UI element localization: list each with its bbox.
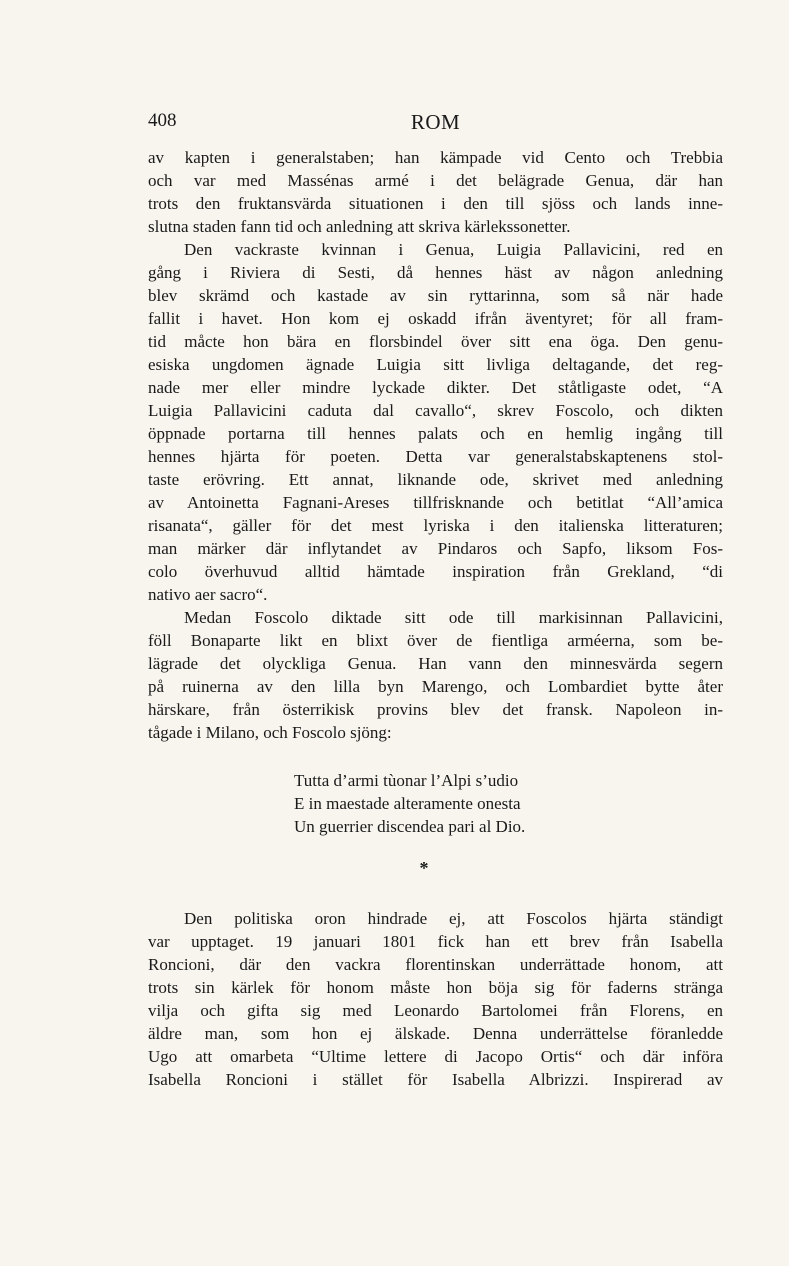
page-number: 408 [148, 110, 177, 131]
verse-line: E in maestade alteramente onesta [294, 794, 521, 813]
verse-line: Un guerrier discendea pari al Dio. [294, 817, 526, 836]
text-line: vilja och gifta sig med Leonardo Bartolomei från Florens, en [148, 1001, 723, 1020]
text-line: slutna staden fann tid och anledning att skriva kärlekssonetter. [148, 217, 571, 236]
text-line: och var med Massénas armé i det belägrade Genua, där han [148, 171, 723, 190]
text-line: risanata“, gäller för det mest lyriska i den italienska litteraturen; [148, 516, 723, 535]
text-line: Ugo att omarbeta “Ultime lettere di Jacopo Ortis“ och där införa [148, 1047, 723, 1066]
text-line: hennes hjärta för poeten. Detta var generalstabskaptenens stol- [148, 447, 723, 466]
paragraph-3 [148, 606, 723, 744]
text-line: blev skrämd och kastade av sin ryttarinna, som så när hade [148, 286, 723, 305]
text-line: tid måcte hon bära en florsbindel över sitt ena öga. Den genu- [148, 332, 723, 351]
text-line: föll Bonaparte likt en blixt över de fientliga arméerna, som be- [148, 631, 723, 650]
text-line: äldre man, som hon ej älskade. Denna underrättelse föranledde [148, 1024, 723, 1043]
text-line: Isabella Roncioni i stället för Isabella Albrizzi. Inspirerad av [148, 1070, 723, 1089]
text-line: Luigia Pallavicini caduta dal cavallo“, skrev Foscolo, och dikten [148, 401, 723, 420]
text-line: tågade i Milano, och Foscolo sjöng: [148, 723, 392, 742]
text-line: Roncioni, där den vackra florentinskan underrättade honom, att [148, 955, 723, 974]
text-line: öppnade portarna till hennes palats och en hemlig ingång till [148, 424, 723, 443]
text-line: trots sin kärlek för honom måste hon böja sig för faderns stränga [148, 978, 723, 997]
text-line: var upptaget. 19 januari 1801 fick han ett brev från Isabella [148, 932, 723, 951]
text-line: colo överhuvud alltid hämtade inspiration från Grekland, “di [148, 562, 723, 581]
text-line: härskare, från österrikisk provins blev det fransk. Napoleon in- [148, 700, 723, 719]
paragraph-2 [148, 238, 723, 606]
section-separator: * [419, 858, 429, 878]
text-line: nade mer eller mindre lyckade dikter. Det ståtligaste odet, “A [148, 378, 723, 397]
text-line: man märker där inflytandet av Pindaros och Sapfo, liksom Fos- [148, 539, 723, 558]
verse-quote [294, 769, 525, 838]
page-header [148, 110, 723, 134]
text-line: av kapten i generalstaben; han kämpade vid Cento och Trebbia [148, 148, 723, 167]
paragraph-1 [148, 146, 723, 238]
text-line: på ruinerna av den lilla byn Marengo, och Lombardiet bytte åter [148, 677, 723, 696]
verse-line: Tutta d’armi tùonar l’Alpi s’udio [294, 771, 519, 790]
text-line: gång i Riviera di Sesti, då hennes häst av någon anledning [148, 263, 723, 282]
text-line: Medan Foscolo diktade sitt ode till markisinnan Pallavicini, [184, 608, 723, 627]
text-line: taste erövring. Ett annat, liknande ode, skrivet med anledning [148, 470, 723, 489]
text-line: trots den fruktansvärda situationen i den till sjöss och lands inne- [148, 194, 723, 213]
text-line: av Antoinetta Fagnani-Areses tillfrisknande och betitlat “All’amica [148, 493, 723, 512]
text-line: esiska ungdomen ägnade Luigia sitt livliga deltagande, det reg- [148, 355, 723, 374]
text-line: lägrade det olyckliga Genua. Han vann den minnesvärda segern [148, 654, 723, 673]
paragraph-4 [148, 907, 723, 1091]
text-line: nativo aer sacro“. [148, 585, 268, 604]
text-line: fallit i havet. Hon kom ej oskadd ifrån äventyret; för all fram- [148, 309, 723, 328]
text-line: Den politiska oron hindrade ej, att Foscolos hjärta ständigt [184, 909, 723, 928]
text-line: Den vackraste kvinnan i Genua, Luigia Pallavicini, red en [184, 240, 723, 259]
running-title: ROM [410, 110, 461, 134]
